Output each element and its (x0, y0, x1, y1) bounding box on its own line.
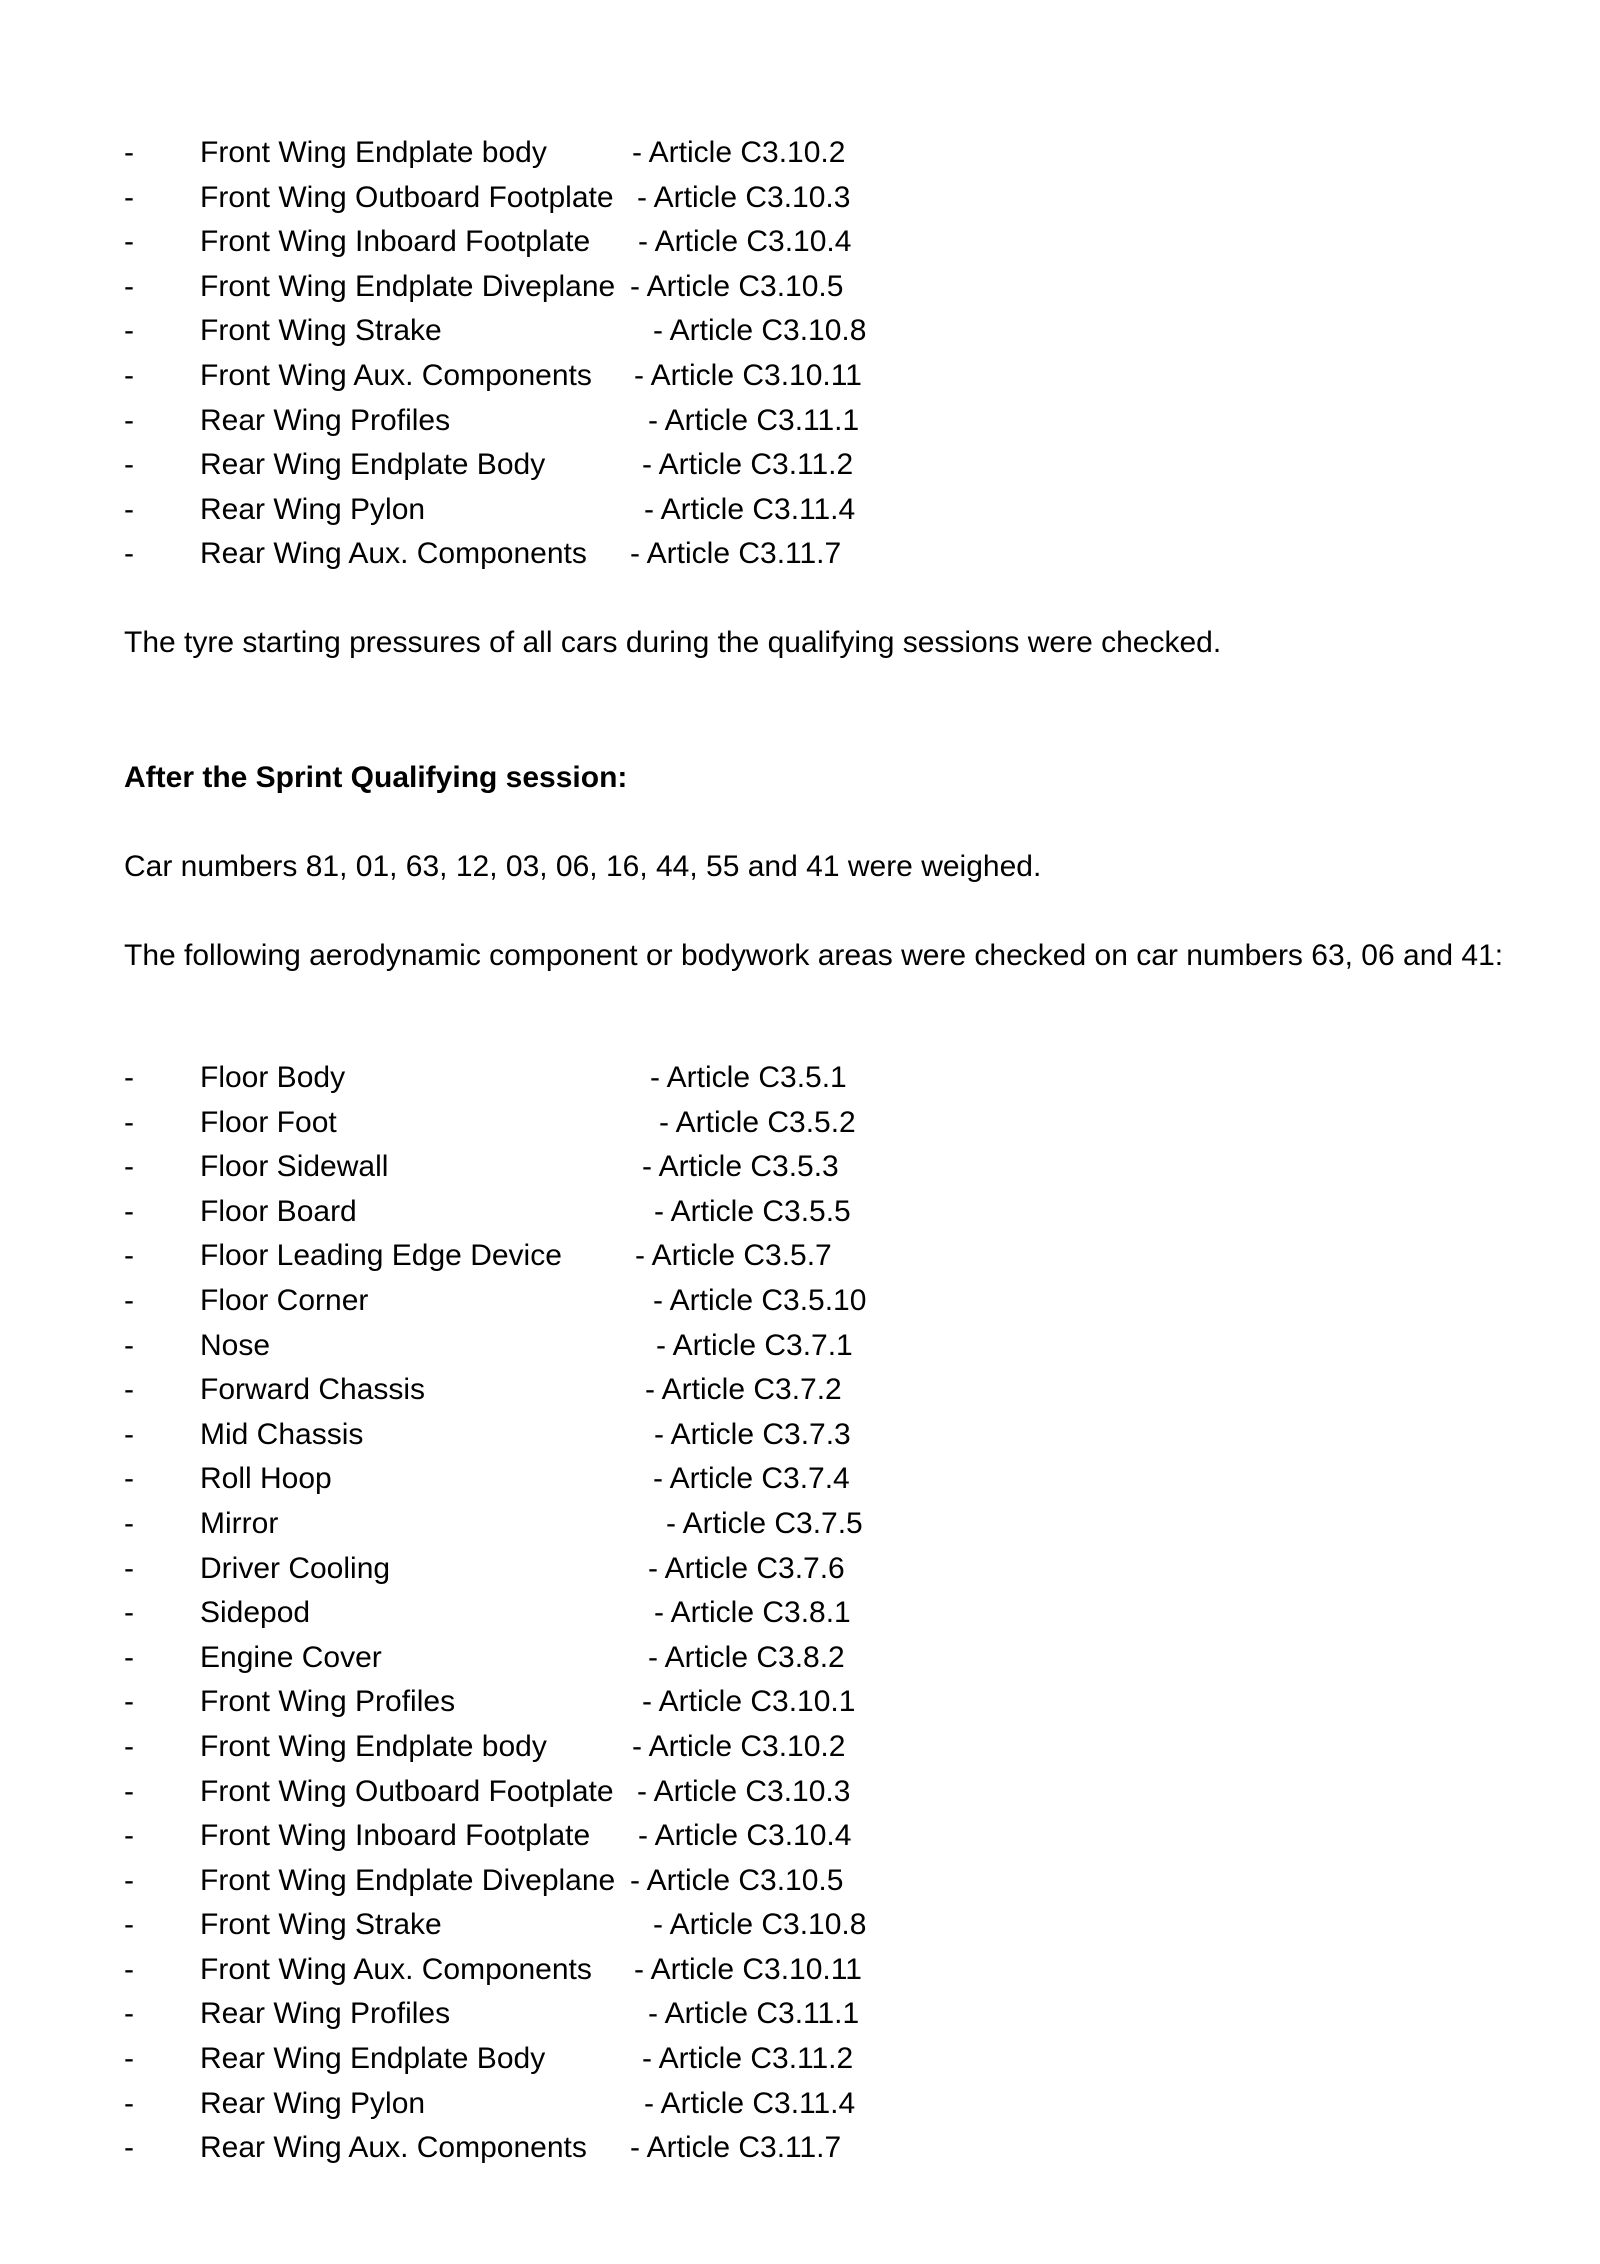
component-name: Rear Wing Endplate Body (200, 2042, 546, 2076)
article-reference: - Article C3.5.1 (650, 1061, 847, 1094)
article-reference: - Article C3.10.11 (634, 1952, 862, 1986)
list-item (0, 1413, 1600, 1458)
second-component-list (0, 1056, 1600, 2171)
component-name: Mid Chassis (200, 1417, 364, 1451)
article-reference: - Article C3.11.1 (648, 1997, 860, 2031)
list-item (0, 488, 1600, 533)
list-dash: - (124, 225, 134, 259)
article-reference: - Article C3.10.3 (637, 1774, 851, 1808)
article-reference: - Article C3.7.5 (666, 1506, 863, 1540)
article-reference: - Article C3.10.4 (638, 1819, 852, 1853)
article-reference: - Article C3.7.3 (654, 1417, 851, 1451)
article-reference: - Article C3.11.1 (648, 403, 860, 437)
component-name: Front Wing Outboard Footplate (200, 180, 614, 214)
list-item (0, 1859, 1600, 1904)
article-reference: - Article C3.5.3 (642, 1150, 839, 1184)
article-reference: - Article C3.7.1 (656, 1328, 853, 1362)
article-reference: - Article C3.5.5 (654, 1194, 851, 1228)
list-dash: - (124, 1952, 134, 1986)
list-dash: - (124, 1373, 134, 1407)
list-item (0, 1992, 1600, 2037)
component-name: Front Wing Endplate Diveplane (200, 269, 616, 303)
first-component-list (0, 131, 1600, 577)
list-dash: - (124, 1819, 134, 1853)
list-dash: - (124, 1239, 134, 1273)
list-item (0, 220, 1600, 265)
article-reference: - Article C3.11.4 (644, 492, 856, 526)
article-reference: - Article C3.7.6 (648, 1551, 845, 1585)
list-dash: - (124, 1551, 134, 1585)
list-dash: - (124, 1506, 134, 1540)
list-dash: - (124, 1105, 134, 1139)
list-dash: - (124, 1283, 134, 1317)
list-item (0, 2082, 1600, 2127)
component-name: Driver Cooling (200, 1551, 391, 1585)
component-name: Forward Chassis (200, 1373, 426, 1407)
component-name: Rear Wing Aux. Components (200, 2131, 587, 2165)
list-dash: - (124, 2042, 134, 2076)
list-item (0, 399, 1600, 444)
article-reference: - Article C3.10.8 (653, 314, 867, 348)
list-item (0, 443, 1600, 488)
list-dash: - (124, 492, 134, 526)
list-item (0, 309, 1600, 354)
list-item (0, 1636, 1600, 1681)
article-reference: - Article C3.11.2 (642, 448, 854, 482)
list-dash: - (124, 448, 134, 482)
article-reference: - Article C3.8.2 (648, 1640, 845, 1674)
section-heading: After the Sprint Qualifying session: (124, 761, 628, 794)
component-name: Floor Sidewall (200, 1150, 389, 1184)
component-name: Rear Wing Profiles (200, 403, 451, 437)
component-name: Rear Wing Pylon (200, 492, 426, 526)
list-dash: - (124, 1685, 134, 1719)
component-name: Nose (200, 1328, 271, 1362)
article-reference: - Article C3.10.2 (632, 1729, 846, 1763)
component-name: Front Wing Aux. Components (200, 1952, 592, 1986)
component-name: Floor Body (200, 1061, 346, 1094)
list-item (0, 1145, 1600, 1190)
list-dash: - (124, 1194, 134, 1228)
component-name: Engine Cover (200, 1640, 382, 1674)
list-item (0, 532, 1600, 577)
tyre-pressure-paragraph: The tyre starting pressures of all cars during the qualifying sessions were checked. (124, 626, 1222, 659)
list-item (0, 1814, 1600, 1859)
list-item (0, 1948, 1600, 1993)
aero-check-paragraph: The following aerodynamic component or bodywork areas were checked on car numbers 63, 06 and 41: (124, 939, 1504, 972)
list-dash: - (124, 358, 134, 392)
component-name: Front Wing Endplate body (200, 1729, 547, 1763)
component-name: Roll Hoop (200, 1462, 332, 1496)
article-reference: - Article C3.5.7 (635, 1239, 832, 1273)
component-name: Front Wing Strake (200, 314, 442, 348)
list-dash: - (124, 1863, 134, 1897)
component-name: Front Wing Inboard Footplate (200, 225, 591, 259)
list-dash: - (124, 1462, 134, 1496)
list-dash: - (124, 2086, 134, 2120)
list-item (0, 2037, 1600, 2082)
list-item (0, 1234, 1600, 1279)
component-name: Floor Corner (200, 1283, 369, 1317)
list-item (0, 1190, 1600, 1235)
list-dash: - (124, 180, 134, 214)
article-reference: - Article C3.10.5 (630, 1863, 844, 1897)
list-item (0, 354, 1600, 399)
list-dash: - (124, 1150, 134, 1184)
component-name: Front Wing Endplate body (200, 136, 547, 169)
list-dash: - (124, 1596, 134, 1630)
component-name: Front Wing Outboard Footplate (200, 1774, 614, 1808)
list-dash: - (124, 537, 134, 571)
list-dash: - (124, 1908, 134, 1942)
list-item (0, 1591, 1600, 1636)
list-item (0, 1502, 1600, 1547)
list-dash: - (124, 314, 134, 348)
article-reference: - Article C3.8.1 (654, 1596, 851, 1630)
list-dash: - (124, 1328, 134, 1362)
list-dash: - (124, 136, 134, 169)
list-item (0, 131, 1600, 176)
component-name: Front Wing Aux. Components (200, 358, 592, 392)
component-name: Sidepod (200, 1596, 311, 1630)
list-dash: - (124, 1774, 134, 1808)
article-reference: - Article C3.7.4 (653, 1462, 850, 1496)
list-dash: - (124, 1729, 134, 1763)
article-reference: - Article C3.10.8 (653, 1908, 867, 1942)
article-reference: - Article C3.7.2 (645, 1373, 842, 1407)
component-name: Rear Wing Aux. Components (200, 537, 587, 571)
component-name: Rear Wing Pylon (200, 2086, 426, 2120)
component-name: Rear Wing Profiles (200, 1997, 451, 2031)
component-name: Floor Leading Edge Device (200, 1239, 562, 1273)
article-reference: - Article C3.11.2 (642, 2042, 854, 2076)
article-reference: - Article C3.10.1 (642, 1685, 856, 1719)
component-name: Rear Wing Endplate Body (200, 448, 546, 482)
article-reference: - Article C3.10.11 (634, 358, 862, 392)
article-reference: - Article C3.10.2 (632, 136, 846, 169)
list-item (0, 176, 1600, 221)
article-reference: - Article C3.11.7 (630, 2131, 842, 2165)
article-reference: - Article C3.10.3 (637, 180, 851, 214)
list-item (0, 1279, 1600, 1324)
list-item (0, 265, 1600, 310)
list-item (0, 1725, 1600, 1770)
article-reference: - Article C3.5.10 (653, 1283, 867, 1317)
list-item (0, 1324, 1600, 1369)
list-item (0, 1903, 1600, 1948)
list-dash: - (124, 1417, 134, 1451)
list-item (0, 1457, 1600, 1502)
list-item (0, 2126, 1600, 2171)
list-dash: - (124, 2131, 134, 2165)
list-item (0, 1101, 1600, 1146)
component-name: Floor Board (200, 1194, 357, 1228)
list-item (0, 1368, 1600, 1413)
article-reference: - Article C3.10.4 (638, 225, 852, 259)
article-reference: - Article C3.11.4 (644, 2086, 856, 2120)
component-name: Front Wing Endplate Diveplane (200, 1863, 616, 1897)
list-dash: - (124, 1997, 134, 2031)
list-dash: - (124, 269, 134, 303)
list-dash: - (124, 1061, 134, 1094)
article-reference: - Article C3.11.7 (630, 537, 842, 571)
article-reference: - Article C3.5.2 (659, 1105, 856, 1139)
article-reference: - Article C3.10.5 (630, 269, 844, 303)
list-dash: - (124, 1640, 134, 1674)
list-item (0, 1056, 1600, 1101)
weighed-cars-paragraph: Car numbers 81, 01, 63, 12, 03, 06, 16, 44, 55 and 41 were weighed. (124, 850, 1042, 883)
component-name: Front Wing Inboard Footplate (200, 1819, 591, 1853)
list-item (0, 1547, 1600, 1592)
list-item (0, 1770, 1600, 1815)
component-name: Floor Foot (200, 1105, 337, 1139)
list-dash: - (124, 403, 134, 437)
component-name: Mirror (200, 1506, 279, 1540)
component-name: Front Wing Strake (200, 1908, 442, 1942)
list-item (0, 1680, 1600, 1725)
component-name: Front Wing Profiles (200, 1685, 456, 1719)
